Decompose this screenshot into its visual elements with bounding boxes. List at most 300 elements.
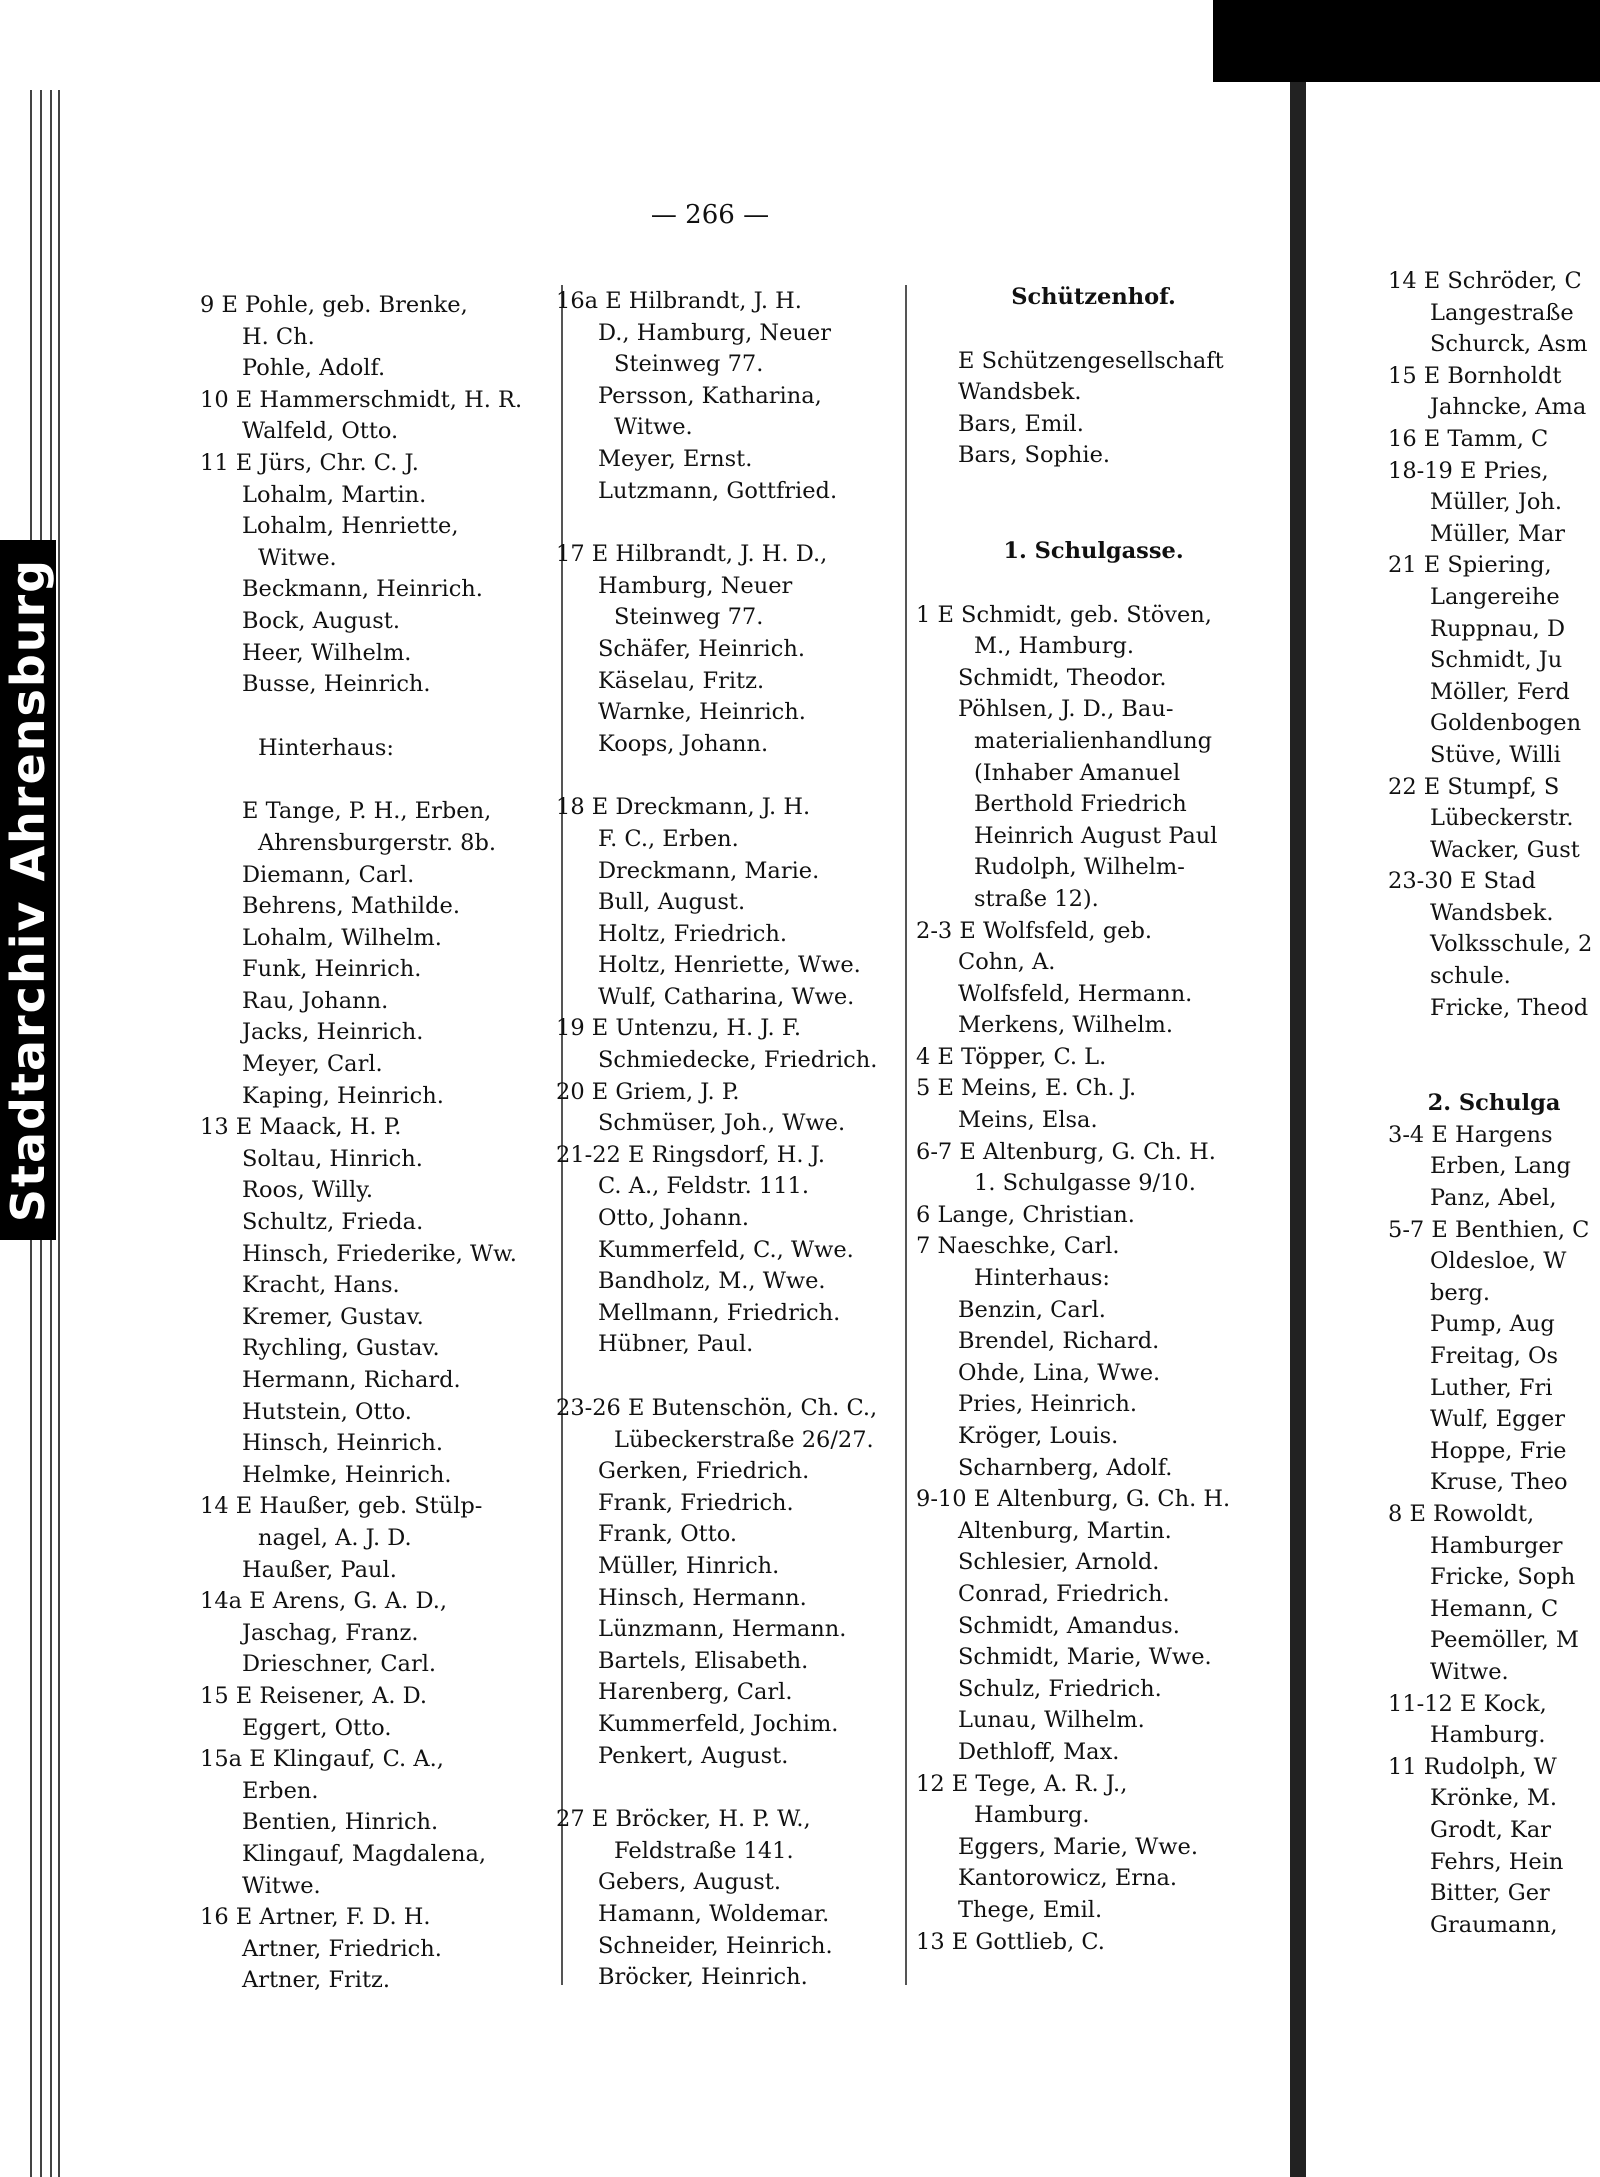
entry-text: Holtz, Friedrich. (598, 920, 788, 947)
resident-entry (1388, 929, 1600, 961)
house-entry (916, 1927, 1271, 1959)
resident-entry (1388, 519, 1600, 551)
house-number: 8 (1388, 1500, 1403, 1527)
entry-text: Erben. (242, 1777, 319, 1804)
resident-entry (200, 1239, 545, 1271)
entry-text: Otto, Johann. (598, 1205, 749, 1232)
entry-text: Cohn, A. (958, 949, 1056, 976)
entry-text: Graumann, (1430, 1911, 1558, 1938)
entry-text: Drieschner, Carl. (242, 1651, 437, 1678)
entry-text: Conrad, Friedrich. (958, 1580, 1170, 1607)
resident-entry (916, 1421, 1271, 1453)
resident-entry (916, 1358, 1271, 1390)
resident-entry (556, 1741, 901, 1773)
resident-entry (556, 887, 901, 919)
resident-entry (200, 1302, 545, 1334)
entry-text: Hübner, Paul. (598, 1331, 754, 1358)
entry-text: Schmidt, Theodor. (958, 664, 1167, 691)
resident-entry (1388, 1246, 1600, 1278)
entry-text: Gerken, Friedrich. (598, 1458, 810, 1485)
entry-text: Holtz, Henriette, Wwe. (598, 952, 861, 979)
entry-text: Witwe. (1430, 1658, 1509, 1685)
entry-text: Hinsch, Heinrich. (242, 1430, 444, 1457)
entry-text: Roos, Willy. (242, 1177, 374, 1204)
house-number: 6-7 (916, 1138, 953, 1165)
entry-text: Klingauf, Magdalena, (242, 1840, 487, 1867)
house-number: 15 (200, 1682, 229, 1709)
house-number: 21-22 (556, 1141, 621, 1168)
spacer (1388, 1024, 1600, 1056)
entry-text: Penkert, August. (598, 1742, 789, 1769)
entry-text: Luther, Fri (1430, 1374, 1553, 1401)
resident-entry (556, 349, 901, 381)
resident-entry (200, 1523, 545, 1555)
entry-text: Wandsbek. (1430, 899, 1554, 926)
resident-entry (556, 476, 901, 508)
resident-entry (200, 1175, 545, 1207)
entry-text: E Stad (1460, 868, 1536, 895)
entry-text: Ohde, Lina, Wwe. (958, 1359, 1161, 1386)
resident-entry (200, 1207, 545, 1239)
house-number: 10 (200, 386, 229, 413)
house-entry (1388, 550, 1600, 582)
entry-text: Brendel, Richard. (958, 1328, 1160, 1355)
house-entry (1388, 1120, 1600, 1152)
resident-entry (200, 353, 545, 385)
entry-text: Naeschke, Carl. (937, 1233, 1120, 1260)
resident-entry (200, 1270, 545, 1302)
entry-text: Funk, Heinrich. (242, 956, 422, 983)
house-number: 13 (200, 1114, 229, 1141)
house-number: 17 (556, 541, 585, 568)
resident-entry (556, 318, 901, 350)
resident-entry (556, 1709, 901, 1741)
resident-entry (200, 1649, 545, 1681)
house-number: 14 (200, 1493, 229, 1520)
entry-text: E Pries, (1460, 457, 1549, 484)
resident-entry (916, 1453, 1271, 1485)
entry-text: Rychling, Gustav. (242, 1335, 440, 1362)
house-entry (556, 1140, 901, 1172)
resident-entry (200, 322, 545, 354)
resident-entry (556, 634, 901, 666)
entry-text: Ahrensburgerstr. 8b. (258, 829, 497, 856)
entry-text: nagel, A. J. D. (258, 1524, 412, 1551)
entry-text: Kracht, Hans. (242, 1272, 400, 1299)
spacer (916, 314, 1271, 346)
resident-entry (1388, 1847, 1600, 1879)
resident-entry (556, 950, 901, 982)
resident-entry (1388, 645, 1600, 677)
spacer (556, 1361, 901, 1393)
entry-text: Hinsch, Hermann. (598, 1584, 807, 1611)
resident-entry (556, 824, 901, 856)
resident-entry (200, 1049, 545, 1081)
resident-entry (556, 1646, 901, 1678)
resident-entry (556, 982, 901, 1014)
resident-entry (200, 891, 545, 923)
entry-text: Lübeckerstraße 26/27. (614, 1426, 874, 1453)
house-number: 13 (916, 1928, 945, 1955)
entry-text: E Schmidt, geb. Stöven, (937, 601, 1212, 628)
entry-text: E Arens, G. A. D., (249, 1588, 448, 1615)
entry-text: E Tamm, C (1423, 425, 1549, 452)
resident-entry (556, 1583, 901, 1615)
resident-entry (916, 758, 1271, 790)
resident-entry (916, 663, 1271, 695)
resident-entry (556, 1108, 901, 1140)
entry-text: Frank, Otto. (598, 1521, 738, 1548)
entry-text: (Inhaber Amanuel (974, 759, 1181, 786)
house-entry (200, 1902, 545, 1934)
resident-entry (200, 1776, 545, 1808)
entry-text: H. Ch. (242, 323, 315, 350)
resident-entry (916, 1895, 1271, 1927)
entry-text: Volksschule, 2 (1430, 931, 1593, 958)
house-number: 11-12 (1388, 1690, 1453, 1717)
entry-text: Witwe. (614, 414, 693, 441)
house-number: 5 (916, 1075, 931, 1102)
spacer (916, 568, 1271, 600)
house-number: 7 (916, 1233, 931, 1260)
directory-column-4 (1388, 266, 1600, 1941)
resident-entry (916, 377, 1271, 409)
resident-entry (916, 1263, 1271, 1295)
entry-text: Erben, Lang (1430, 1153, 1571, 1180)
resident-entry (200, 606, 545, 638)
house-entry (556, 1013, 901, 1045)
entry-text: E Untenzu, H. J. F. (591, 1015, 802, 1042)
resident-entry (916, 1010, 1271, 1042)
entry-text: C. A., Feldstr. 111. (598, 1173, 809, 1200)
entry-text: E Ringsdorf, H. J. (628, 1141, 826, 1168)
entry-text: Hamann, Woldemar. (598, 1900, 830, 1927)
entry-text: Schultz, Frieda. (242, 1209, 424, 1236)
entry-text: E Schützengesellschaft (958, 347, 1224, 374)
entry-text: Grodt, Kar (1430, 1816, 1552, 1843)
entry-text: Behrens, Mathilde. (242, 893, 461, 920)
resident-entry (1388, 1657, 1600, 1689)
resident-entry (200, 1934, 545, 1966)
resident-entry (200, 1713, 545, 1745)
resident-entry (1388, 1404, 1600, 1436)
entry-text: Freitag, Os (1430, 1343, 1559, 1369)
resident-entry (200, 828, 545, 860)
entry-text: Frank, Friedrich. (598, 1489, 794, 1516)
resident-entry (556, 1171, 901, 1203)
entry-text: Wacker, Gust (1430, 836, 1580, 863)
entry-text: Wulf, Catharina, Wwe. (598, 983, 855, 1010)
house-number: 4 (916, 1043, 931, 1070)
entry-text: Bentien, Hinrich. (242, 1809, 439, 1836)
spacer (200, 701, 545, 733)
entry-text: Witwe. (242, 1872, 321, 1899)
entry-text: Bars, Sophie. (958, 442, 1111, 469)
entry-text: Langestraße (1430, 299, 1574, 326)
entry-text: Hinterhaus: (974, 1265, 1110, 1292)
house-entry (556, 286, 901, 318)
resident-entry (916, 1295, 1271, 1327)
entry-text: E Spiering, (1423, 552, 1552, 579)
resident-entry (1388, 329, 1600, 361)
scan-top-black-band (1213, 0, 1600, 82)
house-number: 14 (1388, 268, 1417, 294)
resident-entry (200, 1333, 545, 1365)
entry-text: Artner, Fritz. (242, 1967, 391, 1994)
resident-entry (556, 729, 901, 761)
entry-text: Artner, Friedrich. (242, 1935, 442, 1962)
house-entry (200, 1586, 545, 1618)
entry-text: Pries, Heinrich. (958, 1391, 1138, 1418)
resident-entry (200, 733, 545, 765)
resident-entry (1388, 392, 1600, 424)
house-entry (1388, 772, 1600, 804)
entry-text: Kruse, Theo (1430, 1469, 1568, 1496)
entry-text: Lohalm, Henriette, (242, 513, 459, 540)
entry-text: E Artner, F. D. H. (235, 1904, 431, 1931)
resident-entry (556, 1425, 901, 1457)
entry-text: E Haußer, geb. Stülp- (235, 1493, 483, 1520)
house-entry (916, 1769, 1271, 1801)
entry-text: Kröger, Louis. (958, 1423, 1119, 1449)
entry-text: E Maack, H. P. (235, 1114, 402, 1141)
entry-text: E Stumpf, S (1423, 773, 1560, 800)
resident-entry (916, 1105, 1271, 1137)
entry-text: Hamburg. (1430, 1722, 1546, 1749)
entry-text: Steinweg 77. (614, 351, 764, 378)
resident-entry (1388, 1878, 1600, 1910)
house-entry (556, 539, 901, 571)
house-entry (1388, 456, 1600, 488)
resident-entry (916, 440, 1271, 472)
resident-entry (556, 381, 901, 413)
entry-text: Schmidt, Amandus. (958, 1612, 1180, 1639)
entry-text: schule. (1430, 963, 1511, 990)
resident-entry (1388, 1783, 1600, 1815)
resident-entry (200, 1017, 545, 1049)
house-number: 15 (1388, 362, 1417, 389)
entry-text: E Altenburg, G. Ch. H. (973, 1486, 1231, 1513)
resident-entry (916, 1168, 1271, 1200)
house-entry (556, 1393, 901, 1425)
entry-text: Bull, August. (598, 889, 746, 916)
entry-text: Feldstraße 141. (614, 1837, 794, 1864)
house-entry (200, 448, 545, 480)
entry-text: Pohle, Adolf. (242, 355, 386, 382)
entry-text: Stüve, Willi (1430, 741, 1561, 768)
spacer (200, 764, 545, 796)
resident-entry (916, 789, 1271, 821)
resident-entry (200, 1397, 545, 1429)
entry-text: Eggers, Marie, Wwe. (958, 1833, 1199, 1860)
entry-text: Krönke, M. (1430, 1785, 1558, 1812)
entry-text: Peemöller, M (1430, 1627, 1579, 1654)
entry-text: Hamburg. (974, 1802, 1090, 1829)
resident-entry (556, 1519, 901, 1551)
entry-text: Dethloff, Max. (958, 1738, 1120, 1765)
entry-text: E Tege, A. R. J., (951, 1770, 1128, 1797)
resident-entry (556, 1203, 901, 1235)
house-number: 22 (1388, 773, 1417, 800)
entry-text: E Kock, (1460, 1690, 1547, 1717)
resident-entry (556, 1931, 901, 1963)
entry-text: Schäfer, Heinrich. (598, 635, 805, 662)
resident-entry (556, 412, 901, 444)
entry-text: E Meins, E. Ch. J. (937, 1075, 1137, 1102)
house-number: 3-4 (1388, 1121, 1425, 1148)
house-number: 23-30 (1388, 868, 1453, 895)
house-entry (200, 1744, 545, 1776)
resident-entry (1388, 582, 1600, 614)
entry-text: Thege, Emil. (958, 1896, 1103, 1923)
house-number: 11 (200, 449, 229, 476)
resident-entry (1388, 803, 1600, 835)
house-entry (916, 600, 1271, 632)
entry-text: Hamburg, Neuer (598, 572, 793, 599)
resident-entry (200, 860, 545, 892)
house-number: 9-10 (916, 1486, 967, 1513)
entry-text: Bröcker, Heinrich. (598, 1964, 808, 1991)
resident-entry (1388, 835, 1600, 867)
house-entry (1388, 361, 1600, 393)
resident-entry (916, 1642, 1271, 1674)
resident-entry (916, 631, 1271, 663)
entry-text: Hoppe, Frie (1430, 1437, 1567, 1464)
entry-text: Eggert, Otto. (242, 1714, 392, 1741)
house-entry (916, 1200, 1271, 1232)
street-heading: 2. Schulga (1427, 1090, 1561, 1117)
entry-text: E Bornholdt (1423, 362, 1562, 389)
resident-entry (556, 1962, 901, 1994)
entry-text: Müller, Mar (1430, 520, 1566, 547)
entry-text: Koops, Johann. (598, 730, 769, 757)
spacer (556, 1772, 901, 1804)
house-entry (1388, 1689, 1600, 1721)
resident-entry (200, 1807, 545, 1839)
house-number: 18 (556, 794, 585, 821)
entry-text: Soltau, Hinrich. (242, 1145, 423, 1172)
resident-entry (200, 923, 545, 955)
entry-text: Lutzmann, Gottfried. (598, 477, 838, 504)
entry-text: E Hargens (1431, 1121, 1553, 1148)
house-entry (200, 290, 545, 322)
column-rule (905, 285, 907, 1985)
house-entry (1388, 266, 1600, 298)
spacer (916, 472, 1271, 504)
house-entry (200, 1491, 545, 1523)
house-number: 16 (200, 1904, 229, 1931)
entry-text: Scharnberg, Adolf. (958, 1454, 1173, 1481)
resident-entry (1388, 740, 1600, 772)
house-entry (1388, 1215, 1600, 1247)
entry-text: E Klingauf, C. A., (249, 1746, 444, 1773)
resident-entry (200, 1365, 545, 1397)
entry-text: Jacks, Heinrich. (242, 1019, 424, 1046)
entry-text: Fricke, Soph (1430, 1564, 1576, 1591)
resident-entry (916, 947, 1271, 979)
entry-text: Haußer, Paul. (242, 1556, 397, 1583)
entry-text: Wandsbek. (958, 379, 1082, 406)
house-number: 16 (1388, 425, 1417, 452)
entry-text: Kremer, Gustav. (242, 1303, 424, 1330)
entry-text: Müller, Hinrich. (598, 1552, 780, 1579)
entry-text: Rudolph, Wilhelm- (974, 854, 1185, 881)
street-heading: Schützenhof. (1011, 284, 1176, 310)
resident-entry (556, 1836, 901, 1868)
resident-entry (916, 884, 1271, 916)
resident-entry (1388, 1594, 1600, 1626)
resident-entry (556, 571, 901, 603)
entry-text: Bandholz, M., Wwe. (598, 1268, 826, 1295)
house-number: 14a (200, 1588, 243, 1615)
entry-text: Jahncke, Ama (1430, 394, 1587, 421)
house-entry (200, 385, 545, 417)
entry-text: Hinterhaus: (258, 734, 394, 761)
entry-text: Walfeld, Otto. (242, 418, 399, 445)
entry-text: E Schröder, C (1423, 268, 1582, 294)
entry-text: Panz, Abel, (1430, 1185, 1557, 1212)
resident-entry (200, 1618, 545, 1650)
entry-text: Fehrs, Hein (1430, 1848, 1564, 1875)
resident-entry (916, 1516, 1271, 1548)
directory-column-3 (916, 282, 1271, 1958)
resident-entry (200, 638, 545, 670)
resident-entry (1388, 1531, 1600, 1563)
entry-text: Beckmann, Heinrich. (242, 576, 483, 603)
resident-entry (556, 1677, 901, 1709)
entry-text: Meyer, Carl. (242, 1051, 383, 1078)
resident-entry (1388, 1151, 1600, 1183)
entry-text: Kaping, Heinrich. (242, 1082, 444, 1109)
resident-entry (556, 1456, 901, 1488)
entry-text: Pöhlsen, J. D., Bau- (958, 696, 1174, 723)
entry-text: Heer, Wilhelm. (242, 639, 412, 666)
house-number: 6 (916, 1201, 931, 1228)
resident-entry (916, 1547, 1271, 1579)
page-number: — 266 — (650, 200, 770, 230)
entry-text: Lohalm, Wilhelm. (242, 924, 442, 951)
house-entry (916, 916, 1271, 948)
resident-entry (556, 666, 901, 698)
house-number: 20 (556, 1078, 585, 1105)
entry-text: E Töpper, C. L. (937, 1043, 1107, 1070)
entry-text: E Dreckmann, J. H. (591, 794, 811, 821)
resident-entry (200, 986, 545, 1018)
resident-entry (556, 1551, 901, 1583)
entry-text: F. C., Erben. (598, 825, 739, 852)
house-entry (1388, 866, 1600, 898)
spacer (556, 507, 901, 539)
entry-text: Hinsch, Friederike, Ww. (242, 1240, 517, 1267)
house-entry (556, 1804, 901, 1836)
entry-text: E Butenschön, Ch. C., (628, 1395, 878, 1421)
entry-text: E Altenburg, G. Ch. H. (959, 1138, 1216, 1165)
house-entry (916, 1073, 1271, 1105)
resident-entry (200, 1428, 545, 1460)
entry-text: Kummerfeld, C., Wwe. (598, 1236, 854, 1263)
resident-entry (200, 1555, 545, 1587)
resident-entry (556, 1329, 901, 1361)
house-number: 19 (556, 1015, 585, 1042)
house-entry (916, 1137, 1271, 1169)
resident-entry (916, 1389, 1271, 1421)
entry-text: Helmke, Heinrich. (242, 1461, 452, 1488)
entry-text: Schneider, Heinrich. (598, 1932, 833, 1959)
entry-text: Goldenbogen (1430, 710, 1582, 737)
resident-entry (556, 919, 901, 951)
resident-entry (556, 444, 901, 476)
entry-text: Möller, Ferd (1430, 678, 1570, 705)
